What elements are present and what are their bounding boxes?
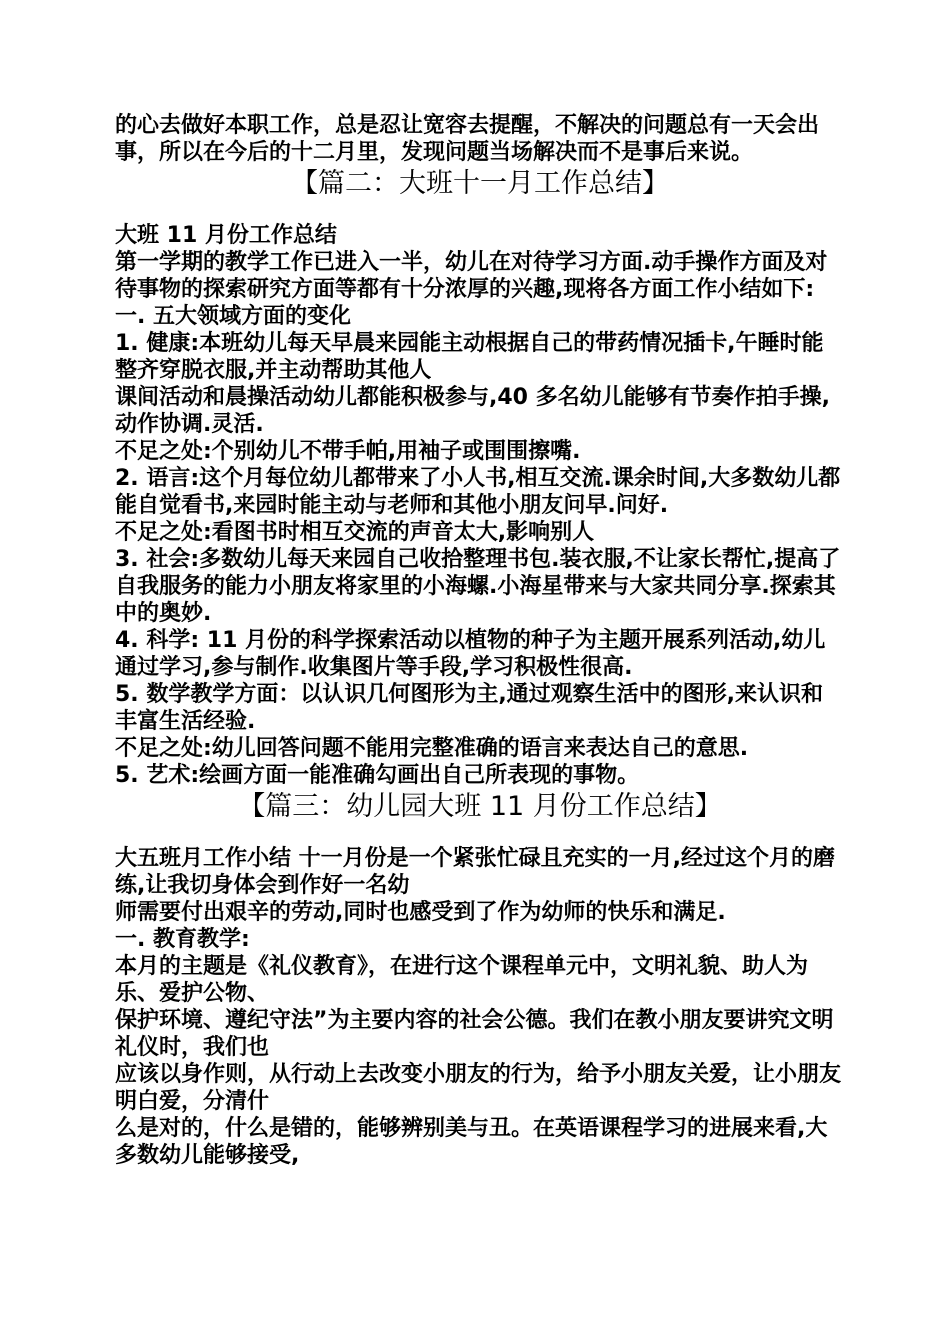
section2-paragraph: 不足之处:幼儿回答问题不能用完整准确的语言来表达自己的意思. bbox=[115, 736, 749, 761]
section3-paragraph: 保护环境、遵纪守法”为主要内容的社会公德。我们在教小朋友要讲究文明礼仪时，我们也 bbox=[115, 1008, 834, 1060]
section3-paragraph: 师需要付出艰辛的劳动,同时也感受到了作为幼师的快乐和满足. bbox=[115, 900, 726, 925]
section3-paragraph: 应该以身作则，从行动上去改变小朋友的行为，给予小朋友关爱，让小朋友明白爱，分清什 bbox=[115, 1062, 842, 1114]
section2-paragraph: 第一学期的教学工作已进入一半，幼儿在对待学习方面.动手操作方面及对待事物的探索研究方面等都有十分浓厚的兴趣,现将各方面工作小结如下: bbox=[115, 250, 828, 302]
section2-paragraph: 3. 社会:多数幼儿每天来园自己收拾整理书包.装衣服,不让家长帮忙,提高了自我服务的能力小朋友将家里的小海螺.小海星带来与大家共同分享.探索其中的奥妙. bbox=[115, 547, 841, 626]
section3-paragraph: 本月的主题是《礼仪教育》，在进行这个课程单元中，文明礼貌、助人为乐、爱护公物、 bbox=[115, 954, 809, 1006]
section3-paragraph: 大五班月工作小结 十一月份是一个紧张忙碌且充实的一月,经过这个月的磨练,让我切身体会到作好一名幼 bbox=[115, 846, 836, 898]
section2-title: 大班 11 月份工作总结 bbox=[115, 223, 337, 248]
section2-paragraph: 4. 科学: 11 月份的科学探索活动以植物的种子为主题开展系列活动,幼儿通过学习,参与制作.收集图片等手段,学习积极性很高. bbox=[115, 628, 826, 680]
section3-paragraph: 么是对的，什么是错的，能够辨别美与丑。在英语课程学习的进展来看,大多数幼儿能够接受, bbox=[115, 1116, 828, 1168]
section2-paragraph: 2. 语言:这个月每位幼儿都带来了小人书,相互交流.课余时间,大多数幼儿都能自觉看书,来园时能主动与老师和其他小朋友问早.问好. bbox=[115, 466, 841, 518]
section2-paragraph: 课间活动和晨操活动幼儿都能积极参与,40 多名幼儿能够有节奏作拍手操,动作协调.灵活. bbox=[115, 385, 830, 437]
section2-heading: 【篇二：大班十一月工作总结】 bbox=[291, 168, 669, 199]
section2-paragraph: 1. 健康:本班幼儿每天早晨来园能主动根据自己的带药情况插卡,午睡时能整齐穿脱衣服,并主动帮助其他人 bbox=[115, 331, 824, 383]
section3-heading: 【篇三：幼儿园大班 11 月份工作总结】 bbox=[238, 791, 722, 822]
section3-subheading: 一. 教育教学: bbox=[115, 927, 250, 952]
section2-paragraph: 5. 艺术:绘画方面一能准确勾画出自己所表现的事物。 bbox=[115, 763, 640, 788]
section2-paragraph: 不足之处:看图书时相互交流的声音太大,影响别人 bbox=[115, 520, 595, 545]
section2-paragraph: 不足之处:个别幼儿不带手帕,用袖子或围围擦嘴. bbox=[115, 439, 581, 464]
section2-subheading: 一. 五大领域方面的变化 bbox=[115, 304, 352, 329]
document-content bbox=[115, 112, 845, 1169]
intro-paragraph: 的心去做好本职工作，总是忍让宽容去提醒，不解决的问题总有一天会出事，所以在今后的十二月里，发现问题当场解决而不是事后来说。 bbox=[115, 113, 820, 165]
section2-paragraph: 5. 数学教学方面：以认识几何图形为主,通过观察生活中的图形,来认识和丰富生活经验. bbox=[115, 682, 824, 734]
